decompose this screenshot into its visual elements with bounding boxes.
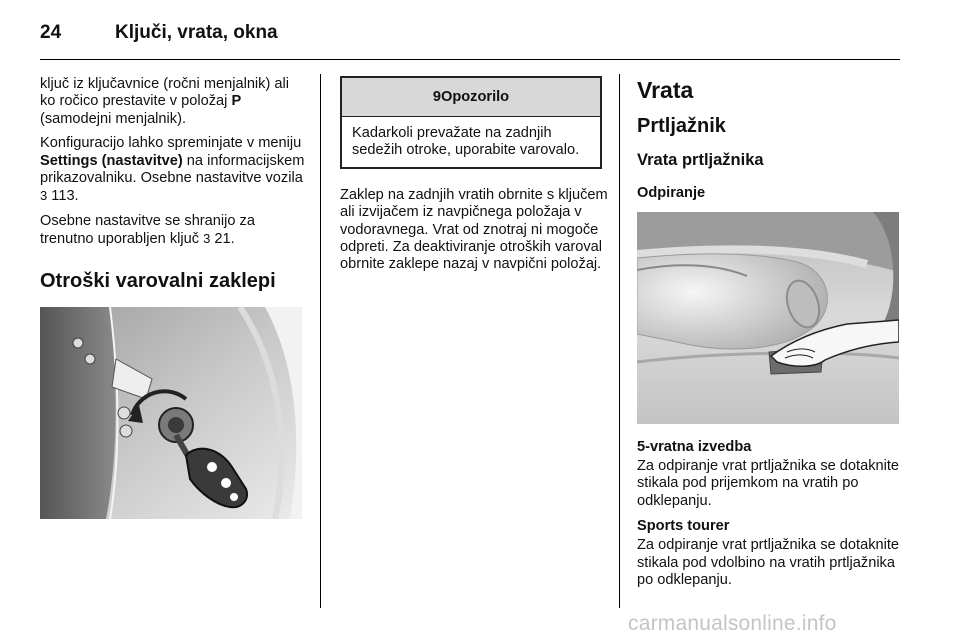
paragraph-settings-saved: [40, 213, 308, 249]
warning-text: Kadarkoli prevažate na zadnjih sedežih otroke, uporabite varovalo.: [352, 125, 580, 159]
paragraph-child-lock: Zaklep na zadnjih vratih obrnite s ključem ali izvijačem iz navpičnega položaja v vodoravnega. Vrat od znotraj ni mogoče odpreti. Za deaktiviranje otroških varoval obrnite zaklepe nazaj v navpični položaj.: [340, 186, 608, 273]
paragraph-text: Konfiguracijo lahko spreminjate v meniju: [40, 135, 302, 152]
paragraph-sports-tourer: Za odpiranje vrat prtljažnika se dotaknite stikala pod vdolbino na vratih prtljažnika po odklepanju.: [637, 537, 900, 589]
warning-title: Opozorilo: [441, 89, 510, 105]
tailgate-opening-illustration: [637, 212, 899, 424]
section-heading-child-locks: Otroški varovalni zaklepi: [40, 269, 276, 292]
chapter-heading-doors: Vrata: [637, 77, 694, 103]
column-3: [637, 76, 901, 596]
child-lock-illustration: [40, 307, 302, 519]
menu-name: Settings (nastavitve): [40, 152, 183, 169]
page-reference[interactable]: 113.: [51, 188, 79, 205]
paragraph-configuration: [40, 135, 308, 206]
header-rule: [40, 59, 900, 60]
subsection-heading-tailgate-door: Vrata prtljažnika: [637, 151, 764, 169]
reference-arrow-icon: 3: [203, 231, 211, 247]
subheading-opening: Odpiranje: [637, 185, 706, 201]
watermark: carmanualsonline.info: [628, 612, 837, 635]
paragraph-text: ključ iz ključavnice (ročni menjalnik) ali ko ročico prestavite v položaj: [40, 76, 289, 110]
reference-arrow-icon: 3: [40, 188, 48, 204]
paragraph-text: Osebne nastavitve se shranijo za trenutno uporabljen ključ: [40, 212, 255, 248]
page-number: 24: [40, 22, 62, 43]
subheading-5-door: 5-vratna izvedba: [637, 439, 752, 455]
warning-box: [340, 76, 602, 169]
paragraph-text: na informacijskem prikazovalniku. Osebne nastavitve vozila: [40, 152, 305, 187]
paragraph-text: (samodejni menjalnik).: [40, 110, 186, 127]
paragraph-key-removal: [40, 76, 308, 128]
warning-icon: 9: [432, 89, 441, 105]
subheading-sports-tourer: Sports tourer: [637, 518, 730, 535]
warning-header: [342, 78, 600, 117]
paragraph-5-door: Za odpiranje vrat prtljažnika se dotaknite stikala pod prijemkom na vratih po odklepanju.: [637, 458, 900, 509]
section-heading-tailgate: Prtljažnik: [637, 115, 726, 137]
column-2: [340, 76, 608, 281]
column-1: [40, 76, 308, 519]
column-divider-1: [320, 74, 321, 608]
page-reference[interactable]: 21.: [214, 231, 235, 248]
page-title: Ključi, vrata, okna: [115, 22, 278, 43]
column-divider-2: [619, 74, 620, 608]
gear-position-p: P: [231, 93, 242, 110]
